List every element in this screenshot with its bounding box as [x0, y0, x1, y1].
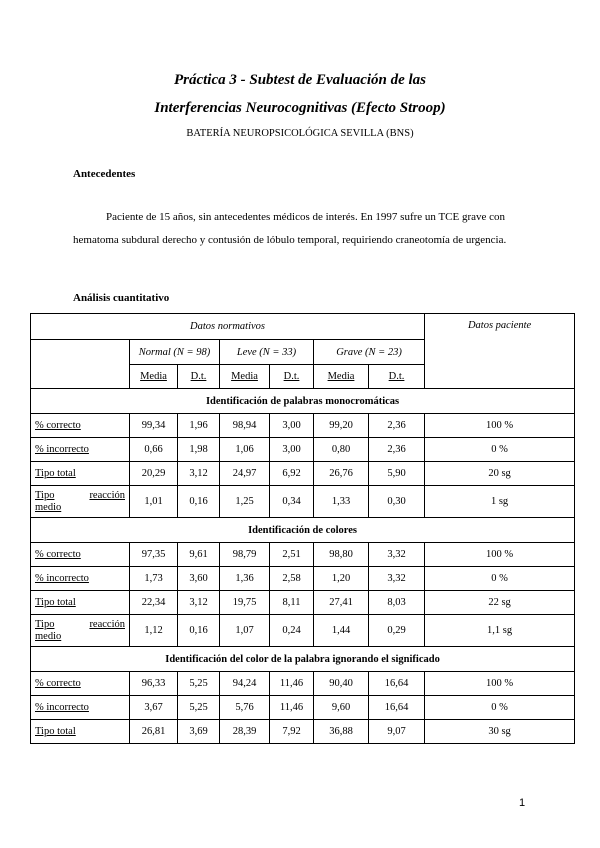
antecedentes-paragraph — [73, 206, 538, 252]
value-cell: 1,25 — [220, 486, 270, 518]
table-row — [31, 567, 575, 591]
value-cell: 97,35 — [130, 543, 178, 567]
value-cell: 1,98 — [178, 438, 220, 462]
value-cell: 3,69 — [178, 720, 220, 744]
value-cell: 2,36 — [369, 414, 425, 438]
value-cell: 0,34 — [270, 486, 314, 518]
value-cell: 16,64 — [369, 696, 425, 720]
group-header: Leve (N = 33) — [220, 340, 314, 365]
value-cell: 96,33 — [130, 672, 178, 696]
stat-header: D.t. — [178, 365, 220, 389]
analisis-heading: Análisis cuantitativo — [73, 292, 170, 304]
row-label: Tipo total — [31, 462, 130, 486]
table-row — [31, 543, 575, 567]
table-row — [31, 438, 575, 462]
value-cell: 26,81 — [130, 720, 178, 744]
row-label-part: Tipo — [35, 618, 55, 630]
row-label-part: medio — [35, 501, 62, 513]
value-cell: 1,01 — [130, 486, 178, 518]
value-cell: 90,40 — [314, 672, 369, 696]
row-label: % correcto — [31, 543, 130, 567]
document-subtitle: BATERÍA NEUROPSICOLÓGICA SEVILLA (BNS) — [186, 128, 414, 139]
normative-header: Datos normativos — [31, 314, 425, 340]
value-cell: 3,12 — [178, 591, 220, 615]
row-label: % correcto — [31, 414, 130, 438]
value-cell: 9,60 — [314, 696, 369, 720]
value-cell: 28,39 — [220, 720, 270, 744]
group-header: Grave (N = 23) — [314, 340, 425, 365]
value-cell: 5,25 — [178, 672, 220, 696]
value-cell: 98,94 — [220, 414, 270, 438]
value-cell: 98,80 — [314, 543, 369, 567]
value-cell: 36,88 — [314, 720, 369, 744]
section-title: Identificación de colores — [31, 518, 575, 543]
value-cell: 98,79 — [220, 543, 270, 567]
value-cell: 9,61 — [178, 543, 220, 567]
value-cell: 1,07 — [220, 615, 270, 647]
value-cell: 99,34 — [130, 414, 178, 438]
stat-header: D.t. — [369, 365, 425, 389]
stat-header: Media — [220, 365, 270, 389]
row-label — [31, 615, 130, 647]
value-cell: 8,03 — [369, 591, 425, 615]
value-cell: 27,41 — [314, 591, 369, 615]
group-header: Normal (N = 98) — [130, 340, 220, 365]
value-cell: 26,76 — [314, 462, 369, 486]
value-cell: 1,12 — [130, 615, 178, 647]
patient-value-cell: 30 sg — [425, 720, 575, 744]
blank-corner-cell — [31, 340, 130, 389]
row-label: Tipo total — [31, 591, 130, 615]
value-cell: 11,46 — [270, 672, 314, 696]
patient-value-cell: 100 % — [425, 672, 575, 696]
patient-value-cell: 0 % — [425, 567, 575, 591]
stat-header: D.t. — [270, 365, 314, 389]
row-label: % incorrecto — [31, 567, 130, 591]
value-cell: 94,24 — [220, 672, 270, 696]
patient-value-cell: 0 % — [425, 696, 575, 720]
value-cell: 3,00 — [270, 414, 314, 438]
value-cell: 3,32 — [369, 567, 425, 591]
stat-header: Media — [314, 365, 369, 389]
value-cell: 1,20 — [314, 567, 369, 591]
table-row — [31, 591, 575, 615]
value-cell: 3,00 — [270, 438, 314, 462]
table-row — [31, 696, 575, 720]
value-cell: 3,32 — [369, 543, 425, 567]
table-row — [31, 615, 575, 647]
antecedentes-text: Paciente de 15 años, sin antecedentes médicos de interés. En 1997 sufre un TCE grave con hematoma subdural derecho y contusión de lóbulo temporal, requiriendo craneotomía de urgencia. — [73, 211, 507, 246]
value-cell: 3,60 — [178, 567, 220, 591]
stroop-results-table — [30, 313, 575, 744]
value-cell: 0,66 — [130, 438, 178, 462]
value-cell: 5,90 — [369, 462, 425, 486]
value-cell: 1,06 — [220, 438, 270, 462]
table-row — [31, 414, 575, 438]
value-cell: 99,20 — [314, 414, 369, 438]
value-cell: 1,96 — [178, 414, 220, 438]
value-cell: 0,80 — [314, 438, 369, 462]
stat-header: Media — [130, 365, 178, 389]
value-cell: 1,36 — [220, 567, 270, 591]
patient-value-cell: 1,1 sg — [425, 615, 575, 647]
value-cell: 20,29 — [130, 462, 178, 486]
value-cell: 7,92 — [270, 720, 314, 744]
row-label: % incorrecto — [31, 438, 130, 462]
section-title: Identificación de palabras monocromáticas — [31, 389, 575, 414]
value-cell: 1,33 — [314, 486, 369, 518]
patient-value-cell: 22 sg — [425, 591, 575, 615]
value-cell: 0,16 — [178, 486, 220, 518]
row-label-part: medio — [35, 630, 62, 642]
antecedentes-heading: Antecedentes — [73, 168, 136, 180]
row-label-part: Tipo — [35, 489, 55, 501]
value-cell: 22,34 — [130, 591, 178, 615]
document-title-line-2: Interferencias Neurocognitivas (Efecto Stroop) — [154, 100, 446, 116]
patient-header: Datos paciente — [425, 314, 575, 389]
table-row — [31, 462, 575, 486]
value-cell: 2,58 — [270, 567, 314, 591]
patient-value-cell: 20 sg — [425, 462, 575, 486]
value-cell: 1,73 — [130, 567, 178, 591]
row-label: % incorrecto — [31, 696, 130, 720]
value-cell: 11,46 — [270, 696, 314, 720]
section-title: Identificación del color de la palabra ignorando el significado — [31, 647, 575, 672]
patient-value-cell: 0 % — [425, 438, 575, 462]
row-label — [31, 486, 130, 518]
value-cell: 2,36 — [369, 438, 425, 462]
patient-value-cell: 100 % — [425, 543, 575, 567]
value-cell: 3,67 — [130, 696, 178, 720]
value-cell: 6,92 — [270, 462, 314, 486]
value-cell: 3,12 — [178, 462, 220, 486]
value-cell: 8,11 — [270, 591, 314, 615]
value-cell: 24,97 — [220, 462, 270, 486]
row-label-part: reacción — [89, 489, 125, 501]
row-label: Tipo total — [31, 720, 130, 744]
row-label-part: reacción — [89, 618, 125, 630]
table-row — [31, 486, 575, 518]
value-cell: 5,25 — [178, 696, 220, 720]
value-cell: 16,64 — [369, 672, 425, 696]
value-cell: 0,29 — [369, 615, 425, 647]
value-cell: 9,07 — [369, 720, 425, 744]
patient-value-cell: 1 sg — [425, 486, 575, 518]
row-label: % correcto — [31, 672, 130, 696]
table-row — [31, 720, 575, 744]
value-cell: 0,30 — [369, 486, 425, 518]
table-row — [31, 672, 575, 696]
value-cell: 2,51 — [270, 543, 314, 567]
document-title-line-1: Práctica 3 - Subtest de Evaluación de las — [173, 72, 427, 88]
value-cell: 19,75 — [220, 591, 270, 615]
value-cell: 5,76 — [220, 696, 270, 720]
value-cell: 1,44 — [314, 615, 369, 647]
value-cell: 0,16 — [178, 615, 220, 647]
page-number: 1 — [519, 797, 526, 809]
patient-value-cell: 100 % — [425, 414, 575, 438]
value-cell: 0,24 — [270, 615, 314, 647]
